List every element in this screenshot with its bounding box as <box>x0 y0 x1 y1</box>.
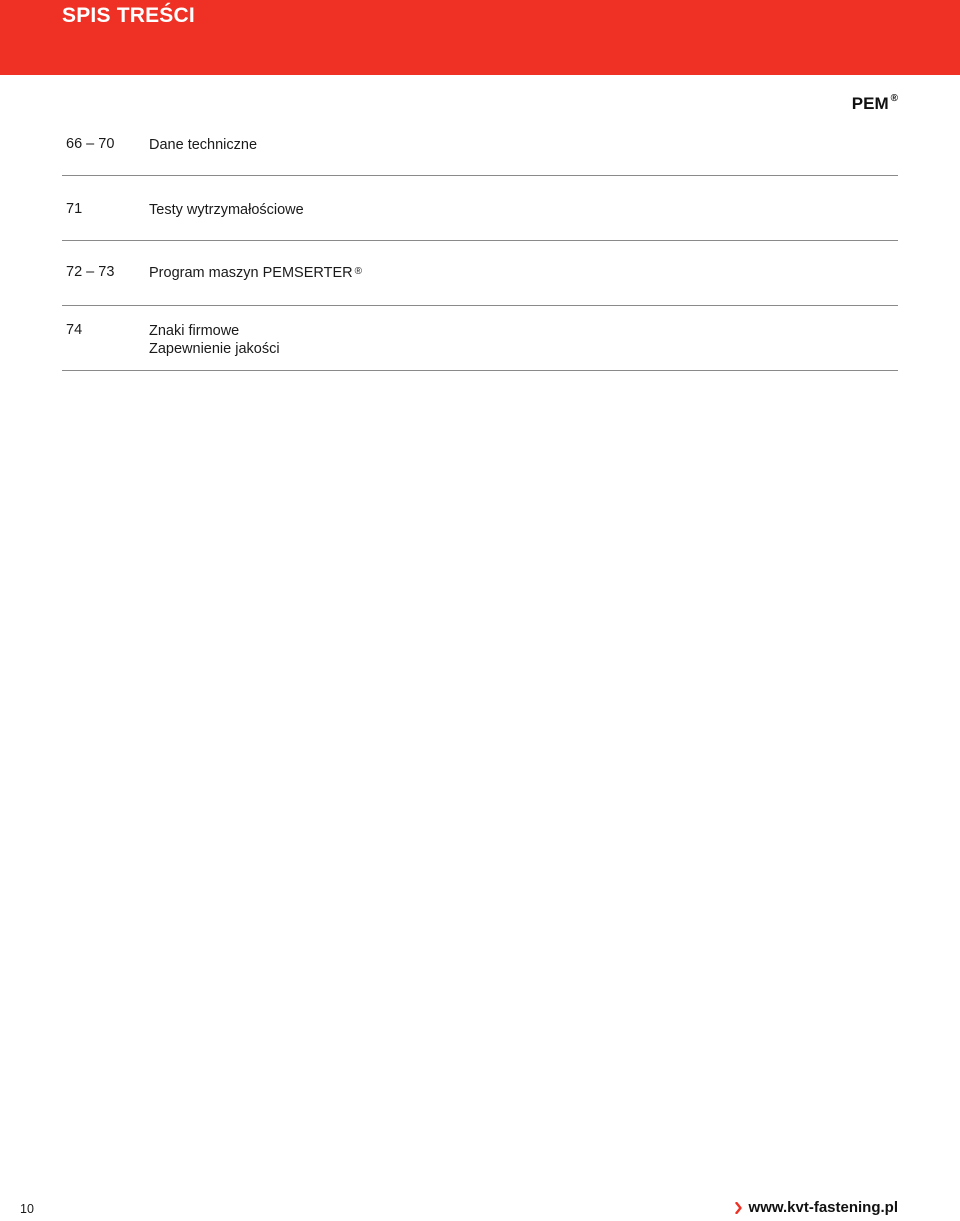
toc-title: Znaki firmowe <box>149 323 240 339</box>
table-of-contents <box>62 111 898 371</box>
toc-title: Dane techniczne <box>149 137 258 153</box>
toc-title: Zapewnienie jakości <box>149 341 280 357</box>
toc-title: Testy wytrzymałościowe <box>149 202 304 218</box>
toc-title: Program maszyn PEMSERTER <box>149 265 353 281</box>
toc-title-wrap <box>149 264 362 282</box>
toc-titles <box>149 322 280 358</box>
page-title: SPIS TREŚCI <box>62 4 195 27</box>
footer-link[interactable] <box>735 1199 898 1216</box>
registered-mark: ® <box>890 93 898 104</box>
page-number: 10 <box>20 1202 34 1216</box>
toc-titles <box>149 136 257 154</box>
registered-mark: ® <box>354 266 362 277</box>
toc-page-range: 74 <box>66 322 83 338</box>
toc-page-range: 72 – 73 <box>66 264 115 280</box>
chevron-right-icon <box>735 1202 743 1214</box>
brand-name: PEM <box>851 94 889 113</box>
toc-entry[interactable] <box>62 111 898 176</box>
toc-entry[interactable] <box>62 176 898 241</box>
header-bar <box>0 0 960 75</box>
toc-titles <box>149 264 362 282</box>
toc-entry[interactable] <box>62 241 898 306</box>
toc-entry[interactable] <box>62 306 898 371</box>
toc-page-range: 66 – 70 <box>66 136 115 152</box>
toc-titles <box>149 201 304 219</box>
toc-page-range: 71 <box>66 201 83 217</box>
website-url: www.kvt-fastening.pl <box>748 1199 898 1216</box>
